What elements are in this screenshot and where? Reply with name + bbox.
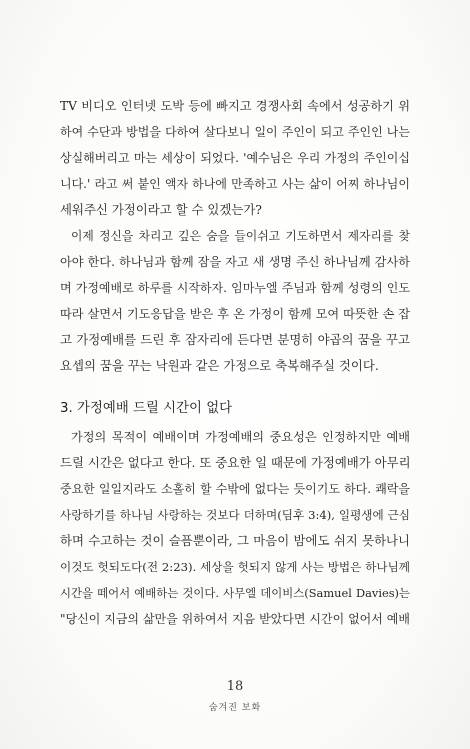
- text-line: 드릴 시간은 없다고 한다. 또 중요한 일 때문에 가정예배가 아무리: [60, 455, 411, 470]
- section-heading: 3. 가정예배 드릴 시간이 없다: [60, 401, 233, 416]
- text-line: 고 가정예배를 드린 후 잠자리에 든다면 분명히 야곱의 꿈을 꾸고: [60, 332, 410, 347]
- text-line: 사랑하기를 하나님 사랑하는 것보다 더하며(딤후 3:4), 일평생에 근심: [60, 508, 410, 522]
- text-line: 상실해버리고 마는 세상이 되었다. '예수님은 우리 가정의 주인이십: [60, 151, 410, 165]
- text-line: 이것도 헛되도다(전 2:23). 세상을 헛되지 않게 사는 방법은 하나님께: [60, 560, 410, 574]
- text-line: 가정의 목적이 예배이며 가정예배의 중요성은 인정하지만 예배: [71, 430, 410, 444]
- text-line: 며 가정예배로 하루를 시작하자. 임마누엘 주님과 함께 성령의 인도: [60, 281, 410, 295]
- text-line: 하여 수단과 방법을 다하여 살다보니 일이 주인이 되고 주인인 나는: [60, 125, 410, 139]
- text-line: 하며 수고하는 것이 슬픔뿐이라, 그 마음이 밤에도 쉬지 못하나니: [60, 533, 410, 548]
- text-line: 요셉의 꿈을 꾸는 낙원과 같은 가정으로 축복해주실 것이다.: [60, 358, 379, 373]
- text-line: 따라 살면서 기도응답을 받은 후 온 가정이 함께 모여 따뜻한 손 잡: [60, 307, 410, 321]
- text-line: 시간을 떼어서 예배하는 것이다. 사무엘 데이비스(Samuel Davies)는: [60, 586, 410, 600]
- text-line: "당신이 지금의 삶만을 위하여서 지음 받았다면 시간이 없어서 예배: [60, 612, 410, 626]
- text-line: 중요한 일일지라도 소홀히 할 수밖에 없다는 듯이기도 하다. 쾌락을: [60, 482, 410, 496]
- running-title: 숨겨진 보화: [208, 703, 262, 713]
- page-number: 18: [226, 679, 244, 694]
- text-line: 이제 정신을 차리고 깊은 숨을 들이쉬고 기도하면서 제자리를 찾: [71, 229, 410, 243]
- text-line: 세워주신 가정이라고 할 수 있겠는가?: [60, 202, 262, 217]
- text-line: 아야 한다. 하나님과 함께 잠을 자고 새 생명 주신 하나님께 감사하: [60, 255, 410, 269]
- text-line: TV 비디오 인터넷 도박 등에 빠지고 경쟁사회 속에서 성공하기 위: [60, 99, 410, 113]
- text-line: 니다.' 라고 써 붙인 액자 하나에 만족하고 사는 삶이 어찌 하나님이: [60, 177, 410, 191]
